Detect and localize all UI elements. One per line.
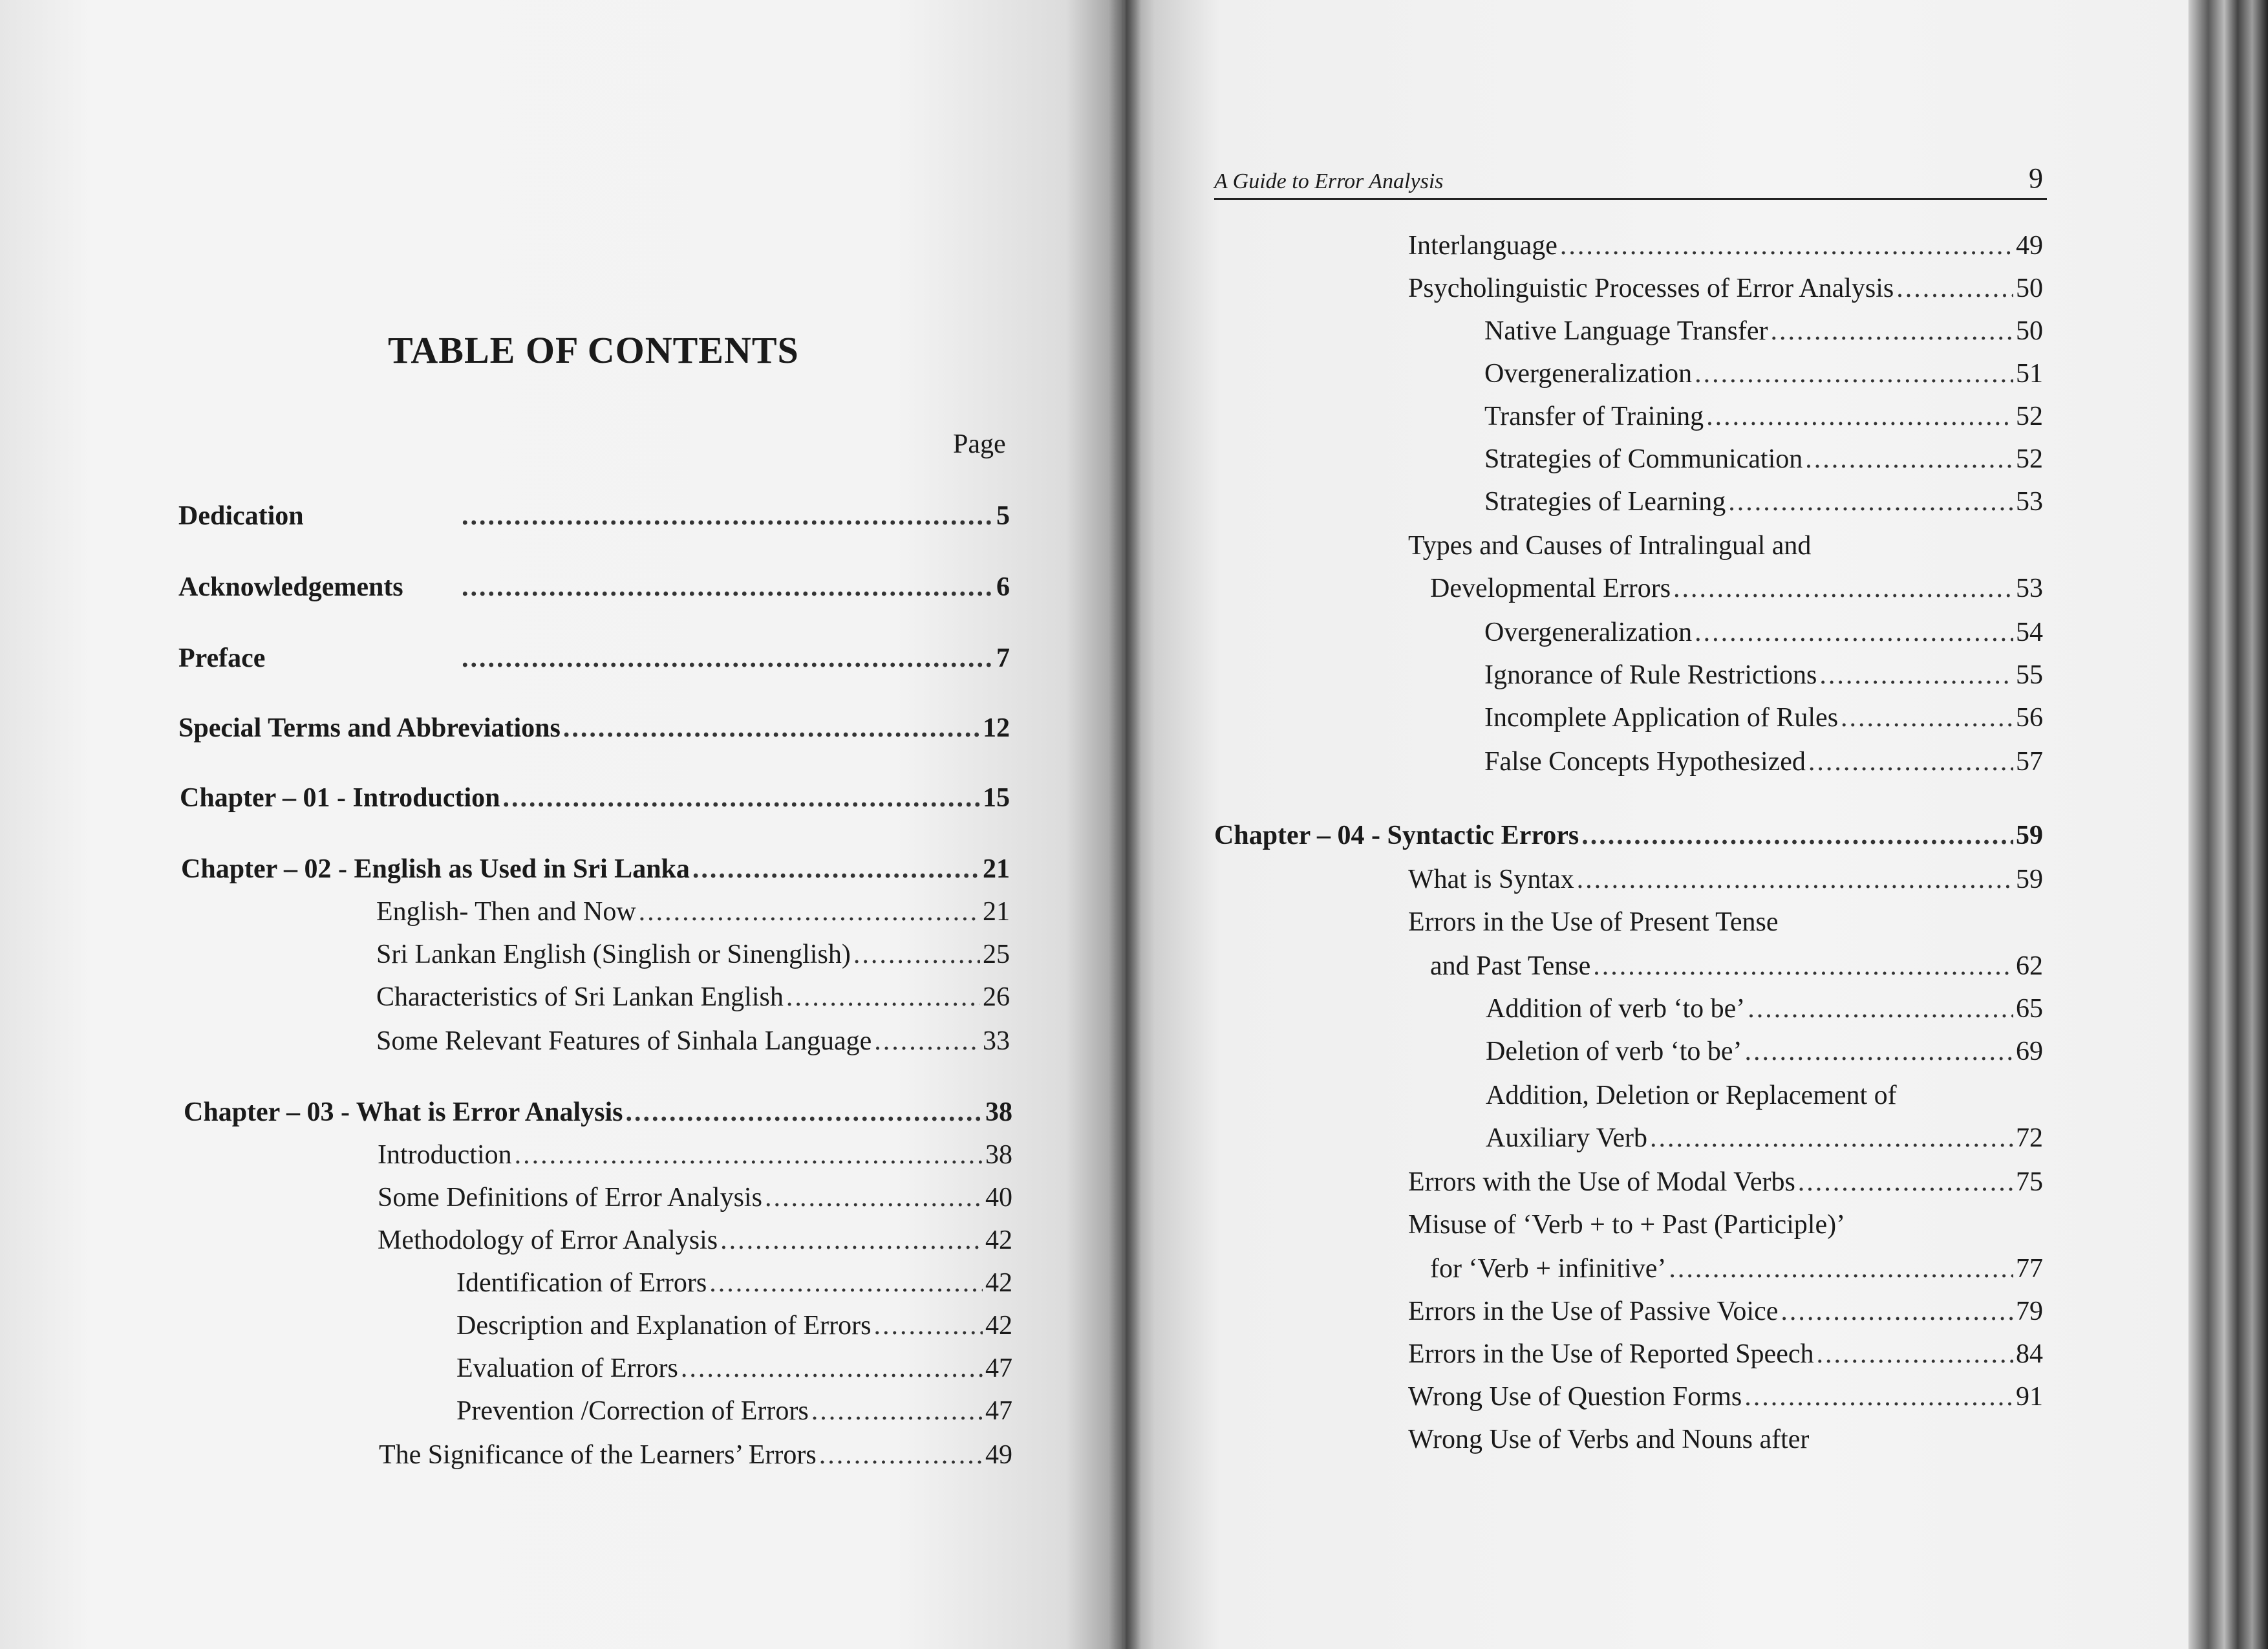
toc-entry-transfer-of-training: Transfer of Training ..... 52 xyxy=(1484,397,2043,436)
toc-entry-strategies-learning: Strategies of Learning ..... 53 xyxy=(1484,482,2043,521)
book-gutter xyxy=(1109,0,1141,1649)
toc-entry-overgeneralization-2: Overgeneralization ..... 54 xyxy=(1484,613,2043,652)
toc-entry-introduction: Introduction ..... 38 xyxy=(378,1136,1012,1174)
toc-entry-passive-voice: Errors in the Use of Passive Voice ..... 79 xyxy=(1408,1292,2043,1331)
page-number: 9 xyxy=(2029,162,2043,194)
toc-entry-addition-verb-to-be: Addition of verb ‘to be’ ..... 65 xyxy=(1486,989,2043,1028)
toc-entry-interlanguage: Interlanguage ..... 49 xyxy=(1408,226,2043,265)
toc-entry-strategies-communication: Strategies of Communication ..... 52 xyxy=(1484,440,2043,479)
left-page xyxy=(0,0,1122,1649)
toc-entry-dedication: Dedication ..... 5 xyxy=(178,497,1010,535)
toc-entry-present-tense-line1: Errors in the Use of Present Tense xyxy=(1408,907,1779,937)
book-page-edges xyxy=(2188,0,2268,1649)
toc-entry-auxiliary-verb: Auxiliary Verb ..... 72 xyxy=(1486,1119,2043,1158)
toc-entry-verbs-nouns-after: Wrong Use of Verbs and Nouns after xyxy=(1408,1425,1810,1454)
toc-entry-incomplete-application: Incomplete Application of Rules ..... 56 xyxy=(1484,698,2043,737)
toc-entry-acknowledgements: Acknowledgements ..... 6 xyxy=(178,568,1010,607)
toc-entry-methodology: Methodology of Error Analysis ..... 42 xyxy=(378,1221,1012,1260)
toc-entry-ignorance-rules: Ignorance of Rule Restrictions ..... 55 xyxy=(1484,656,2043,695)
toc-entry-special-terms: Special Terms and Abbreviations ..... 12 xyxy=(178,709,1010,748)
toc-entry-chapter-01: Chapter – 01 - Introduction ..... 15 xyxy=(180,779,1010,817)
toc-entry-evaluation: Evaluation of Errors ..... 47 xyxy=(456,1349,1012,1388)
toc-entry-english-then-and-now: English- Then and Now ..... 21 xyxy=(376,892,1010,931)
toc-heading: TABLE OF CONTENTS xyxy=(388,329,799,371)
running-header: A Guide to Error Analysis xyxy=(1214,167,2047,200)
toc-entry-chapter-02: Chapter – 02 - English as Used in Sri Lanka ..... 21 xyxy=(181,850,1010,889)
toc-entry-native-language-transfer: Native Language Transfer ..... 50 xyxy=(1484,312,2043,350)
toc-entry-chapter-04: Chapter – 04 - Syntactic Errors ..... 59 xyxy=(1214,816,2043,855)
toc-entry-significance: The Significance of the Learners’ Errors ..... 49 xyxy=(379,1436,1012,1474)
toc-entry-developmental-errors: Developmental Errors ..... 53 xyxy=(1430,569,2043,608)
toc-entry-preface: Preface ..... 7 xyxy=(178,639,1010,678)
toc-entry-characteristics: Characteristics of Sri Lankan English ..... 26 xyxy=(376,978,1010,1017)
toc-entry-psycholinguistic: Psycholinguistic Processes of Error Analysis ..... 50 xyxy=(1408,269,2043,308)
toc-entry-modal-verbs: Errors with the Use of Modal Verbs ..... 75 xyxy=(1408,1163,2043,1202)
toc-entry-types-causes-line1: Types and Causes of Intralingual and xyxy=(1408,531,1812,561)
page-column-label: Page xyxy=(953,429,1006,459)
toc-entry-what-is-syntax: What is Syntax ..... 59 xyxy=(1408,860,2043,899)
toc-entry-definitions: Some Definitions of Error Analysis ..... 40 xyxy=(378,1178,1012,1217)
toc-entry-description: Description and Explanation of Errors ..... 42 xyxy=(456,1306,1012,1345)
toc-entry-reported-speech: Errors in the Use of Reported Speech ..... 84 xyxy=(1408,1335,2043,1374)
toc-entry-misuse-verb-line1: Misuse of ‘Verb + to + Past (Participle)’ xyxy=(1408,1210,1846,1240)
toc-entry-prevention: Prevention /Correction of Errors ..... 47 xyxy=(456,1392,1012,1430)
toc-entry-false-concepts: False Concepts Hypothesized ..... 57 xyxy=(1484,742,2043,781)
toc-entry-sinhala-features: Some Relevant Features of Sinhala Language ..... 33 xyxy=(376,1022,1010,1061)
toc-entry-past-tense: and Past Tense ..... 62 xyxy=(1430,947,2043,986)
toc-entry-identification: Identification of Errors ..... 42 xyxy=(456,1264,1012,1302)
toc-entry-question-forms: Wrong Use of Question Forms ..... 91 xyxy=(1408,1377,2043,1416)
toc-entry-sri-lankan-english: Sri Lankan English (Singlish or Sinenglish) ..... 25 xyxy=(376,935,1010,974)
toc-entry-chapter-03: Chapter – 03 - What is Error Analysis ..... 38 xyxy=(184,1093,1012,1132)
toc-entry-addition-deletion-line1: Addition, Deletion or Replacement of xyxy=(1486,1081,1897,1110)
toc-entry-verb-infinitive: for ‘Verb + infinitive’ ..... 77 xyxy=(1430,1249,2043,1288)
toc-entry-deletion-verb-to-be: Deletion of verb ‘to be’ ..... 69 xyxy=(1486,1032,2043,1071)
toc-entry-overgeneralization-1: Overgeneralization ..... 51 xyxy=(1484,354,2043,393)
